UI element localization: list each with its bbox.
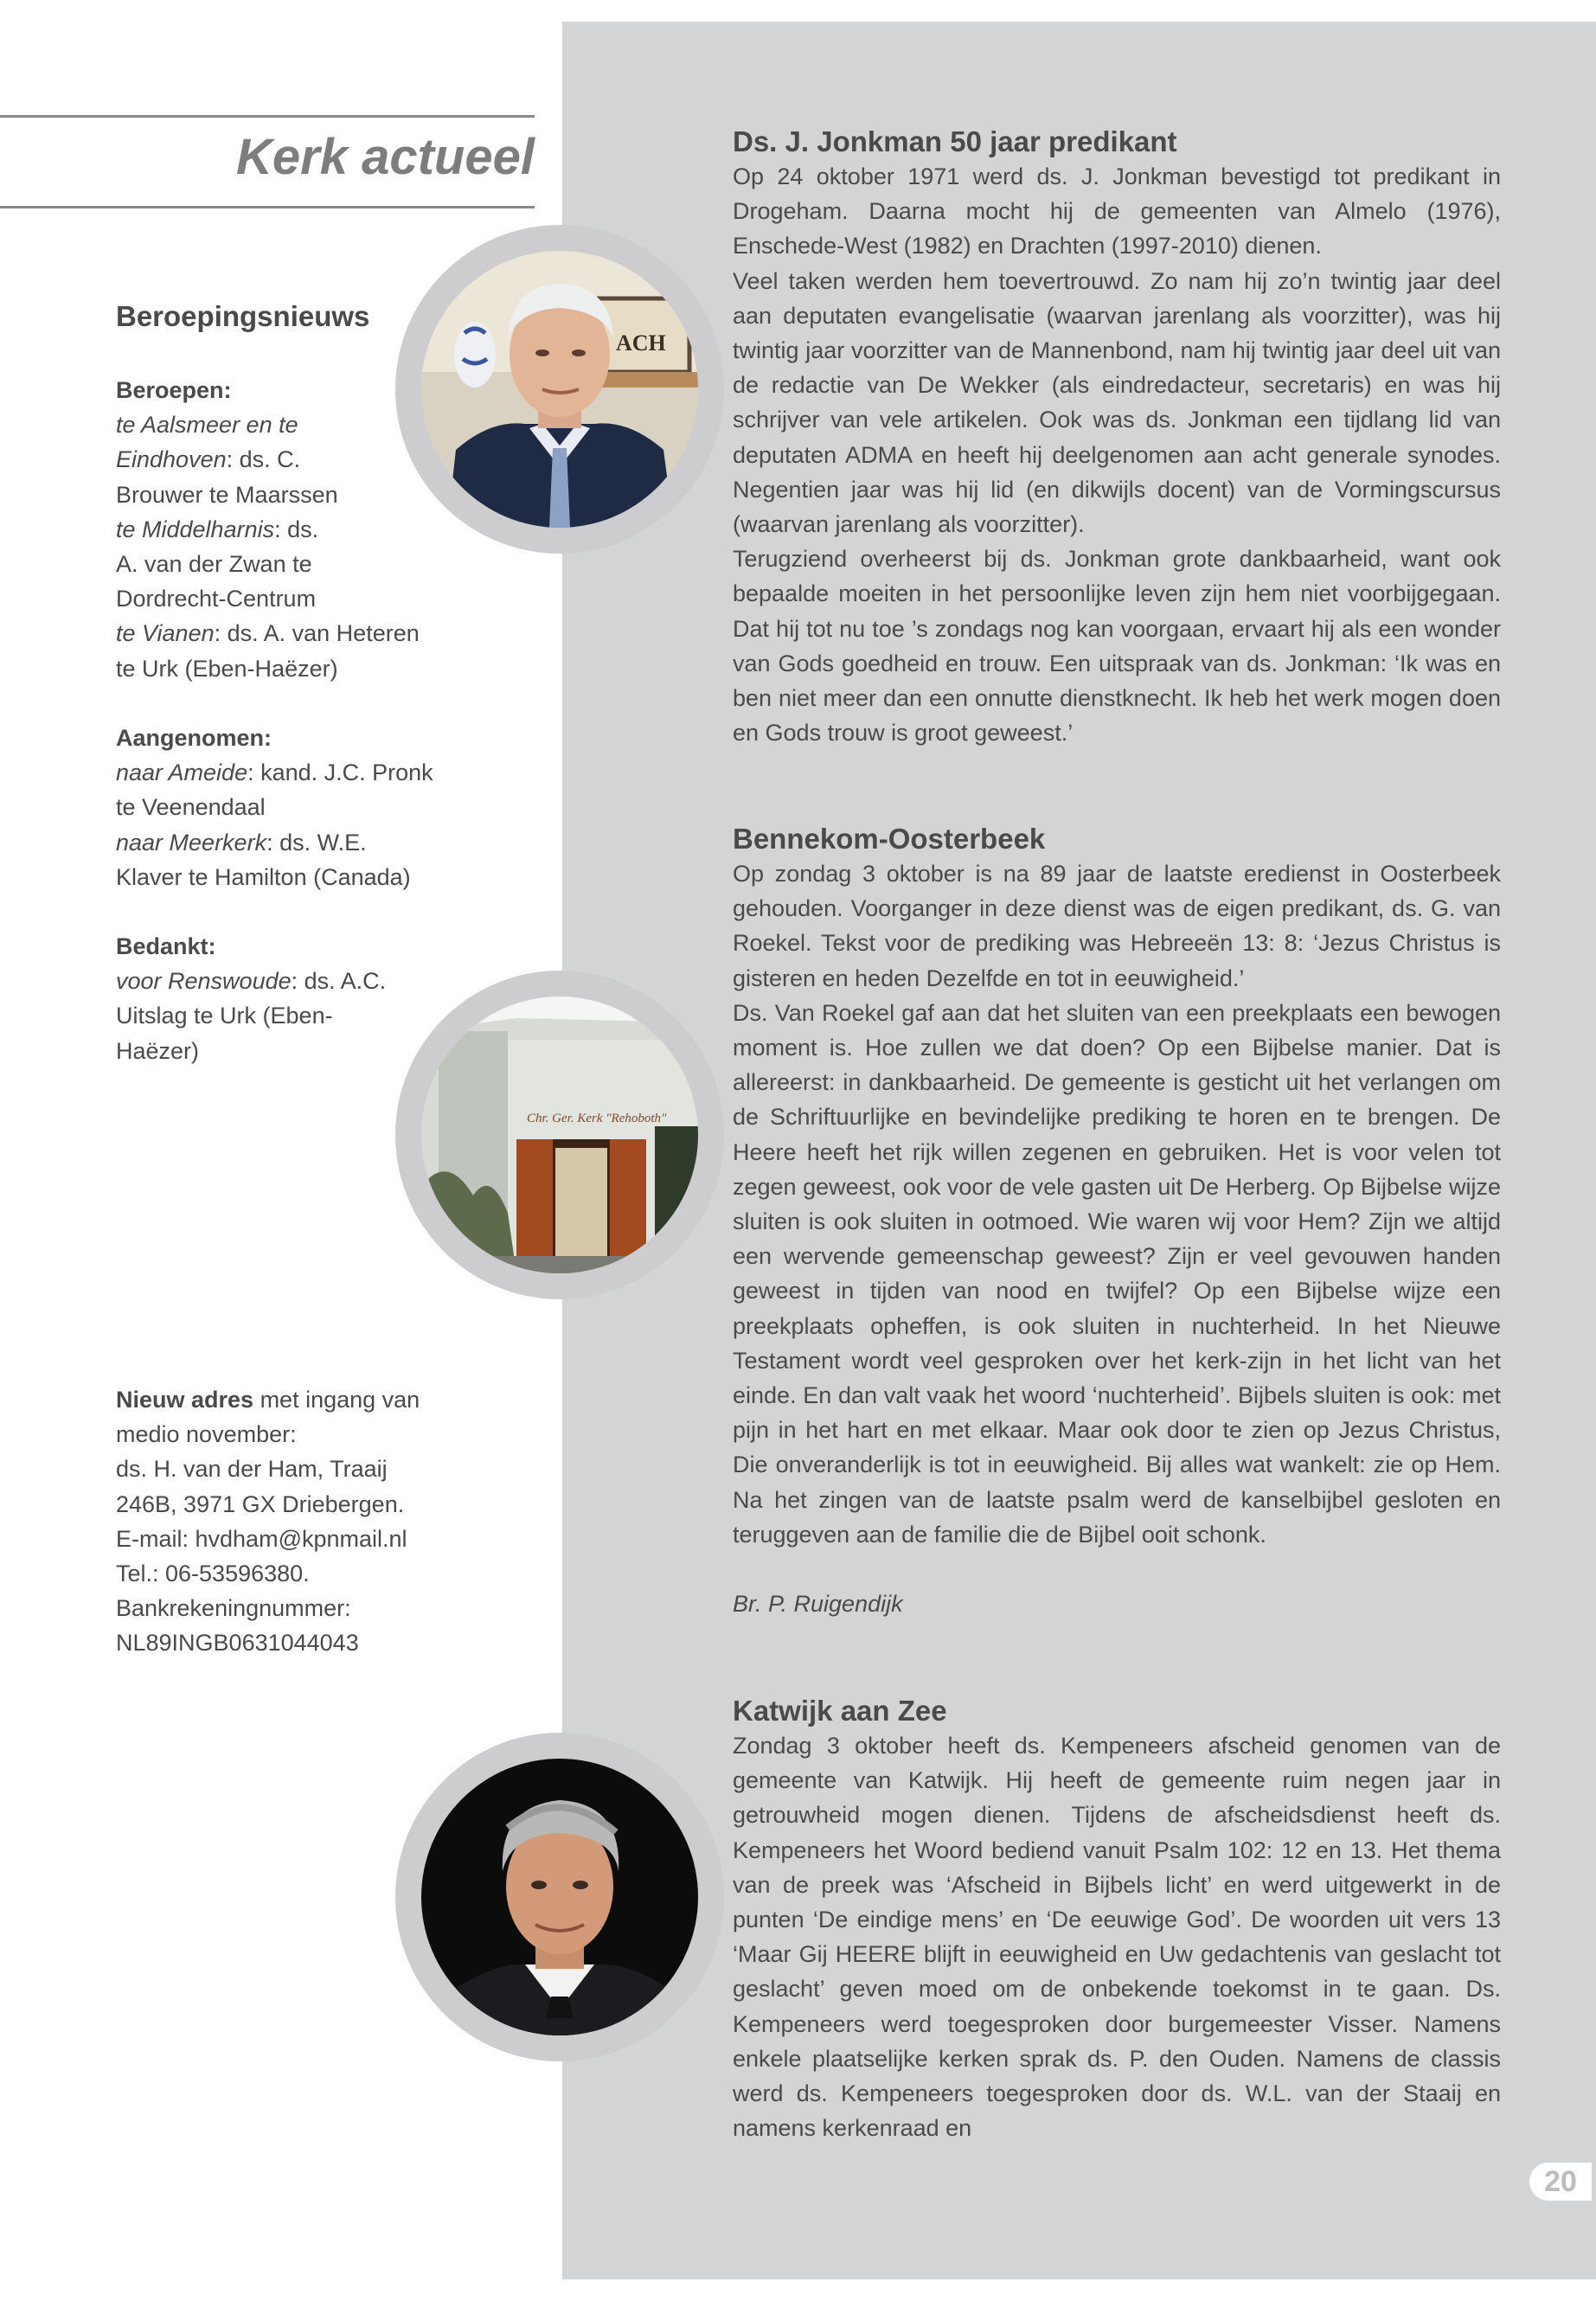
church-sign-text: Chr. Ger. Kerk "Rehoboth" [527,1112,667,1125]
photo-ring-church [395,971,724,1299]
article-bennekom-paragraph: Op zondag 3 oktober is na 89 jaar de laatste eredienst in Oosterbeek gehouden. Voorganger in deze dienst was de eigen predikant, ds. G. van Roekel. Tekst voor de prediking was Hebreeën 13: 8: ‘Jezus Christus is gisteren en heden Dezelfde en tot in eeuwigheid.’ [733,861,1501,991]
section-title: Kerk actueel [236,129,535,185]
photo-ring-kempeneers [395,1733,724,2061]
aangenomen-detail: Klaver te Hamilton (Canada) [116,863,411,890]
beroepen-line [116,547,462,581]
article-katwijk-title: Katwijk aan Zee [733,1695,947,1727]
beroepen-detail: te Urk (Eben-Haëzer) [116,655,338,682]
beroepen-place: te Aalsmeer en te [116,412,298,439]
beroepen-detail: : ds. A. van Heteren [214,620,420,647]
church-building-image [421,997,698,1273]
article-katwijk-paragraph: Zondag 3 oktober heeft ds. Kempeneers afscheid genomen van de gemeente van Katwijk. Hij heeft de gemeente ruim negen jaar in getrouwheid mogen dienen. Tijdens de afscheidsdienst heeft ds. Kempeneers het Woord bediend vanuit Psalm 102: 12 en 13. Het thema van de preek was ‘Afscheid in Bijbels licht’ en werd uitgewerkt in de punten ‘De eindige mens’ en ‘De eeuwige God’. De woorden uit vers 13 ‘Maar Gij HEERE blijft in eeuwigheid en Uw gedachtenis van geslacht tot geslacht’ geven moed om de onbekende toekomst in te gaan. Ds. Kempeneers werd toegesproken door burgemeester Visser. Namens enkele plaatselijke kerken sprak ds. P. den Ouden. Namens de classis werd ds. Kempeneers toegesproken door ds. W.L. van der Staaij en namens kerkenraad en [733,1733,1501,2142]
bedankt-detail: Haëzer) [116,1037,200,1064]
aangenomen-list [116,755,462,894]
bedankt-place: voor Renswoude [116,968,292,995]
address-line: E-mail: hvdham@kpnmail.nl [116,1525,407,1552]
article-bennekom-byline: Br. P. Ruigendijk [733,1591,903,1618]
article-jonkman [733,125,1501,750]
photo-church [421,997,698,1273]
beroepen-line [116,651,462,686]
photo-ring-jonkman [395,225,724,554]
beroepen-line [116,616,462,651]
aangenomen-label: Aangenomen: [116,725,272,751]
article-jonkman-paragraph: Veel taken werden hem toevertrouwd. Zo nam hij zo’n twintig jaar deel aan deputaten evangelisatie (waarvan jarenlang als voorzitter), was hij twintig jaar voorzitter van de Mannenbond, nam hij twintig jaar deel uit van de redactie van De Wekker (als eindredacteur, secretaris) en was hij schrijver van vele artikelen. Ook was ds. Jonkman een tijdlang lid van deputaten ADMA en heeft hij deelgenomen aan acht generale synodes. Negentien jaar was hij lid (en dikwijls docent) van de Vormingscursus (waarvan jarenlang als voorzitter). [733,267,1501,538]
aangenomen-detail: : kand. J.C. Pronk [247,760,433,786]
aangenomen-line [116,790,462,824]
bedankt-line [116,1034,462,1068]
aangenomen-detail: : ds. W.E. [266,829,367,856]
address-lines [116,1417,462,1660]
address-label: Nieuw adres [116,1387,254,1413]
beroepen-place: Eindhoven [116,446,227,473]
aangenomen-line [116,755,462,790]
portrait-kempeneers-image [421,1759,698,2035]
aangenomen-line [116,860,462,894]
photo-kempeneers [421,1759,698,2035]
bedankt-line [116,998,462,1033]
address-line: NL89INGB0631044043 [116,1630,359,1657]
article-bennekom [733,822,1501,1621]
bedankt-block [116,929,462,1068]
bedankt-list [116,964,462,1068]
aangenomen-detail: te Veenendaal [116,794,266,821]
beroepen-detail: : ds. C. [226,446,301,473]
address-first-line [116,1382,462,1417]
aangenomen-line [116,825,462,860]
page-number: 20 [1529,2163,1592,2201]
beroepen-detail: Brouwer te Maarssen [116,481,338,508]
beroepen-detail: A. van der Zwan te [116,551,312,578]
aangenomen-place: naar Ameide [116,760,248,786]
article-jonkman-paragraph: Op 24 oktober 1971 werd ds. J. Jonkman bevestigd tot predikant in Drogeham. Daarna mocht hij de gemeenten van Almelo (1976), Enschede-West (1982) en Drachten (1997-2010) dienen. [733,163,1501,260]
address-line: Bankrekeningnummer: [116,1595,351,1622]
beroepen-place: te Vianen [116,620,215,647]
bedankt-detail: Uitslag te Urk (Eben- [116,1003,333,1029]
shelf-sign-text: ACH [616,330,666,356]
new-address-block [116,1382,462,1661]
header-rule-top [0,115,535,118]
beroepen-label: Beroepen: [116,377,232,403]
beroepingsnieuws-title: Beroepingsnieuws [116,300,370,332]
address-line: Tel.: 06-53596380. [116,1561,310,1587]
bedankt-detail: : ds. A.C. [291,968,387,995]
address-line: medio november: [116,1421,297,1448]
address-label-rest: met ingang van [253,1387,420,1413]
beroepen-line [116,478,462,512]
article-jonkman-title: Ds. J. Jonkman 50 jaar predikant [733,125,1177,157]
address-line: 246B, 3971 GX Driebergen. [116,1490,405,1517]
beroepen-line [116,581,462,616]
article-bennekom-paragraph: Ds. Van Roekel gaf aan dat het sluiten van een preekplaats een bewogen moment is. Hoe zullen we dat doen? Op een Bijbelse manier. Dat is allereerst: in dankbaarheid. De gemeente is gesticht uit het verlangen om de Schriftuurlijke en bevindelijke prediking te horen en te brengen. De Heere heeft het rijk willen zegenen en gebruiken. Het is voor velen tot zegen geweest, ook voor de vele gasten uit De Herberg. Op Bijbelse wijze sluiten is ook sluiten in ootmoed. Wie waren wij voor Hem? Zijn we altijd een wervende gemeenschap geweest? Zijn er veel gevouwen handen geweest in tijden van nood en twijfel? Op een Bijbelse wijze een preekplaats opheffen, is ook sluiten in nuchterheid. In het Nieuwe Testament wordt veel gesproken over het kerk-zijn in het licht van het einde. En dan valt vaak het woord ‘nuchterheid’. Bijbels sluiten is ook: met pijn in het hart en met elkaar. Maar ook door te zien op Jezus Christus, Die onveranderlijk is tot in eeuwigheid. Bij alles wat wankelt: zie op Hem. Na het zingen van de laatste psalm werd de kanselbijbel gesloten en teruggeven aan de familie die de Bijbel ooit schonk. [733,999,1501,1548]
article-jonkman-paragraph: Terugziend overheerst bij ds. Jonkman grote dankbaarheid, want ook bepaalde moeiten in het persoonlijke leven zijn hem niet voorbijgegaan. Dat hij tot nu toe ’s zondags nog kan voorgaan, ervaart hij als een wonder van Gods goedheid en trouw. Een uitspraak van ds. Jonkman: ‘Ik was en ben niet meer dan een onnutte dienstknecht. Ik heb het werk mogen doen en Gods trouw is groot geweest.’ [733,546,1501,747]
aangenomen-block [116,721,462,894]
bedankt-line [116,964,462,998]
bedankt-label: Bedankt: [116,933,216,959]
beroepen-detail: : ds. [274,516,319,542]
beroepen-detail: Dordrecht-Centrum [116,586,317,612]
beroepen-line [116,512,462,547]
article-katwijk [733,1694,1501,2145]
aangenomen-place: naar Meerkerk [116,829,267,856]
portrait-jonkman-image [421,251,698,528]
photo-jonkman [421,251,698,528]
article-bennekom-title: Bennekom-Oosterbeek [733,823,1046,855]
address-line: ds. H. van der Ham, Traaij [116,1456,388,1483]
header-rule-bottom [0,206,535,208]
beroepen-place: te Middelharnis [116,516,275,542]
